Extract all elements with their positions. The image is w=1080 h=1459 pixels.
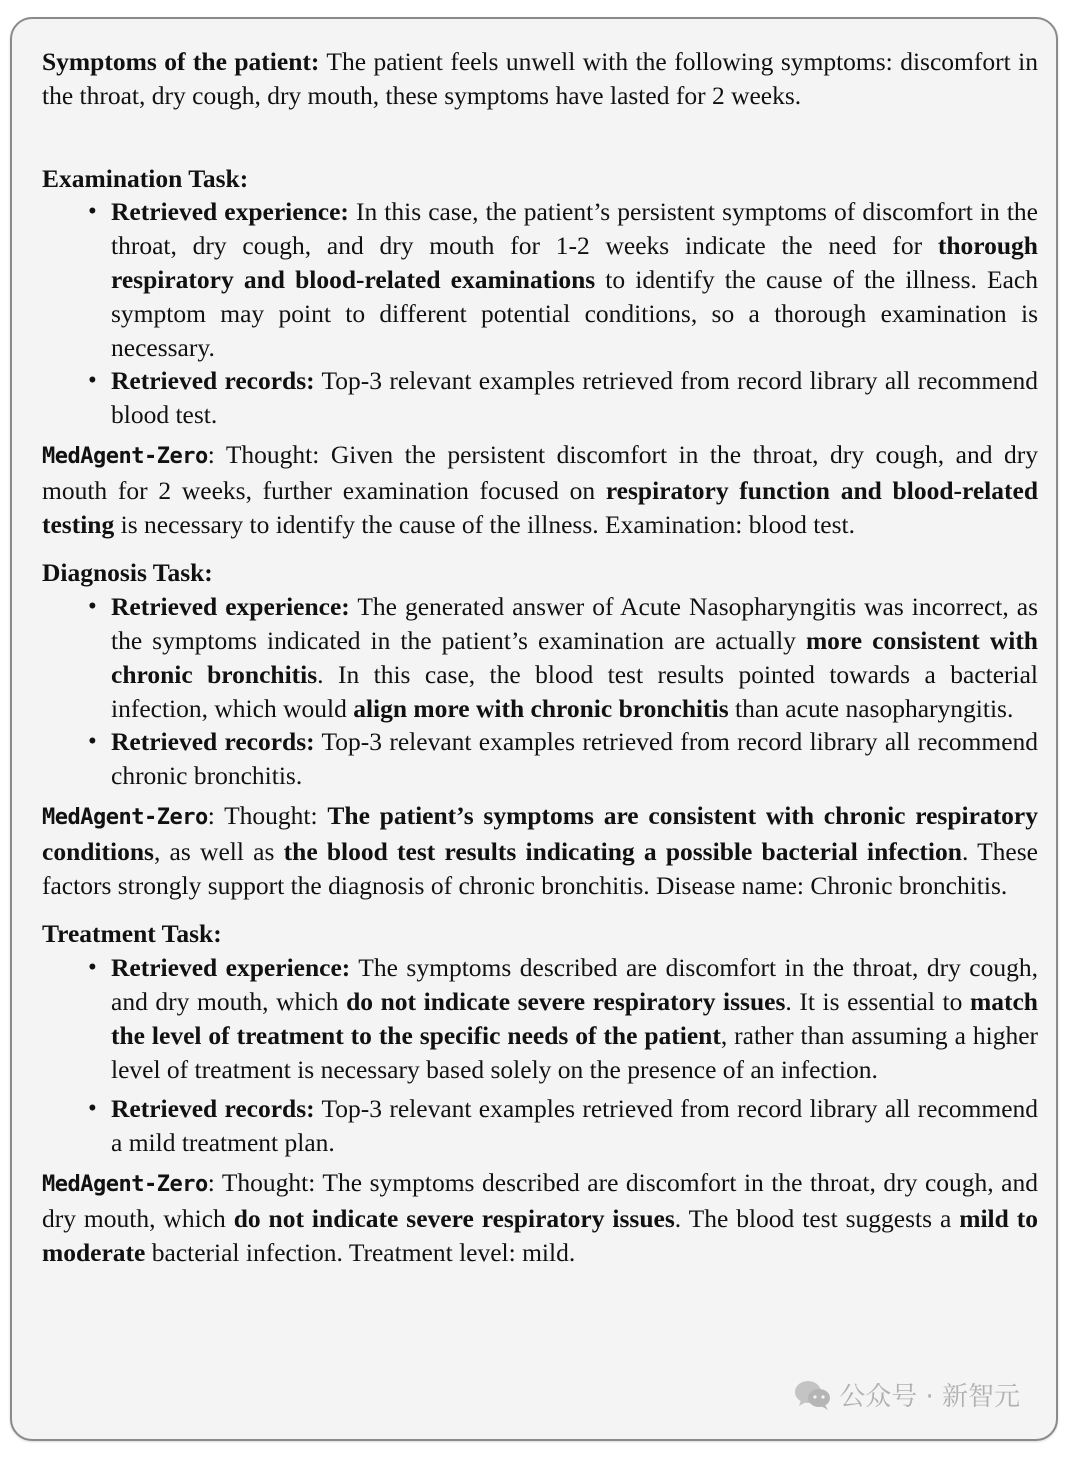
records-text: Top-3 relevant examples retrieved from record library all recommend a mild treatment plan. (111, 1094, 1039, 1158)
treatment-retrieved-experience (42, 951, 1038, 1086)
case-study-card (10, 17, 1058, 1441)
thought-text: is necessary to identify the cause of the illness. Examination: blood test. (114, 509, 855, 539)
experience-highlight: more consistent with chronic bronchitis (111, 625, 1038, 689)
experience-text: than acute nasopharyngitis. (728, 693, 1014, 723)
records-label: Retrieved records: (111, 727, 315, 757)
experience-text: to identify the cause of the illness. Each symptom may point to different potential conditions, so a thorough examination is necessary. (111, 264, 1038, 362)
experience-text: In this case, the patient’s persistent symptoms of discomfort in the throat, dry cough, and dry mouth for 1-2 weeks indicate the need for (111, 197, 1038, 261)
treatment-section (42, 917, 1038, 1269)
agent-name: MedAgent-Zero (42, 1171, 208, 1197)
records-label: Retrieved records: (111, 1094, 315, 1124)
patient-symptoms-label: Symptoms of the patient: (42, 47, 320, 76)
agent-name: MedAgent-Zero (42, 804, 208, 830)
experience-label: Retrieved experience: (111, 592, 350, 622)
thought-highlight: respiratory function and blood-related testing (42, 475, 1038, 539)
diagnosis-retrieved-experience (42, 590, 1038, 725)
thought-highlight: The patient’s symptoms are consistent with chronic respiratory conditions (42, 800, 1039, 866)
section-title-diagnosis: Diagnosis Task: (42, 558, 213, 588)
examination-retrieved-experience (42, 195, 1038, 364)
thought-text: , as well as (153, 836, 284, 866)
experience-label: Retrieved experience: (111, 197, 349, 227)
experience-text: The generated answer of Acute Nasopharyngitis was incorrect, as the symptoms indicated in the patient’s examination are actually (111, 592, 1039, 655)
experience-highlight: align more with chronic bronchitis (353, 693, 729, 723)
wechat-icon (793, 1379, 833, 1411)
thought-text: . These factors strongly support the diagnosis of chronic bronchitis. Disease name: Chronic bronchitis. (42, 836, 1038, 900)
diagnosis-agent-thought (42, 799, 1038, 902)
examination-retrieval-list (42, 195, 1038, 432)
thought-text: : Thought: The symptoms described are discomfort in the throat, dry cough, and dry mouth, which (42, 1167, 1038, 1233)
patient-symptoms-text: The patient feels unwell with the following symptoms: discomfort in the throat, dry cough, dry mouth, these symptoms have lasted for 2 weeks. (42, 47, 1038, 110)
thought-text: : Thought: (207, 800, 328, 830)
thought-text: : Thought: Given the persistent discomfort in the throat, dry cough, and dry mouth for 2 weeks, further examination focused on (42, 439, 1038, 505)
thought-text: . The blood test suggests a (674, 1203, 960, 1233)
treatment-retrieval-list (42, 951, 1038, 1160)
diagnosis-section (42, 556, 1038, 902)
experience-text: , rather than assuming a higher level of treatment is necessary based solely on the presence of an infection. (111, 1020, 1038, 1084)
bullet-icon: • (88, 954, 97, 982)
watermark-text: 公众号 · 新智元 (839, 1382, 1020, 1412)
experience-text: . It is essential to (785, 986, 970, 1016)
experience-label: Retrieved experience: (111, 953, 351, 983)
records-label: Retrieved records: (111, 366, 315, 396)
records-text: Top-3 relevant examples retrieved from record library all recommend chronic bronchitis. (111, 727, 1039, 791)
experience-text: . In this case, the blood test results pointed towards a bacterial infection, which would (111, 659, 1039, 723)
watermark (793, 1376, 1020, 1413)
thought-text: bacterial infection. Treatment level: mild. (145, 1237, 576, 1267)
agent-name: MedAgent-Zero (42, 443, 208, 469)
records-text: Top-3 relevant examples retrieved from record library all recommend blood test. (111, 366, 1039, 430)
bullet-icon: • (88, 367, 97, 395)
section-title-treatment: Treatment Task: (42, 919, 222, 949)
examination-section (42, 162, 1038, 542)
patient-symptoms (42, 45, 1038, 113)
experience-highlight: do not indicate severe respiratory issues (346, 986, 786, 1016)
bullet-icon: • (88, 198, 97, 226)
bullet-icon: • (88, 1095, 97, 1123)
examination-retrieved-records (42, 364, 1038, 432)
treatment-agent-thought (42, 1166, 1038, 1269)
treatment-retrieved-records (42, 1092, 1038, 1160)
experience-text: The symptoms described are discomfort in the throat, dry cough, and dry mouth, which (111, 953, 1038, 1016)
thought-highlight: mild to moderate (42, 1203, 1038, 1267)
diagnosis-retrieval-list (42, 590, 1038, 793)
experience-highlight: thorough respiratory and blood-related examinations (111, 231, 1038, 294)
section-title-examination: Examination Task: (42, 163, 249, 193)
thought-highlight: the blood test results indicating a possible bacterial infection (283, 836, 962, 866)
bullet-icon: • (88, 728, 97, 756)
case-study-content (42, 45, 1038, 1269)
bullet-icon: • (88, 593, 97, 621)
experience-highlight: match the level of treatment to the specific needs of the patient (111, 986, 1038, 1050)
examination-agent-thought (42, 438, 1038, 541)
diagnosis-retrieved-records (42, 725, 1038, 793)
thought-highlight: do not indicate severe respiratory issues (233, 1203, 675, 1233)
